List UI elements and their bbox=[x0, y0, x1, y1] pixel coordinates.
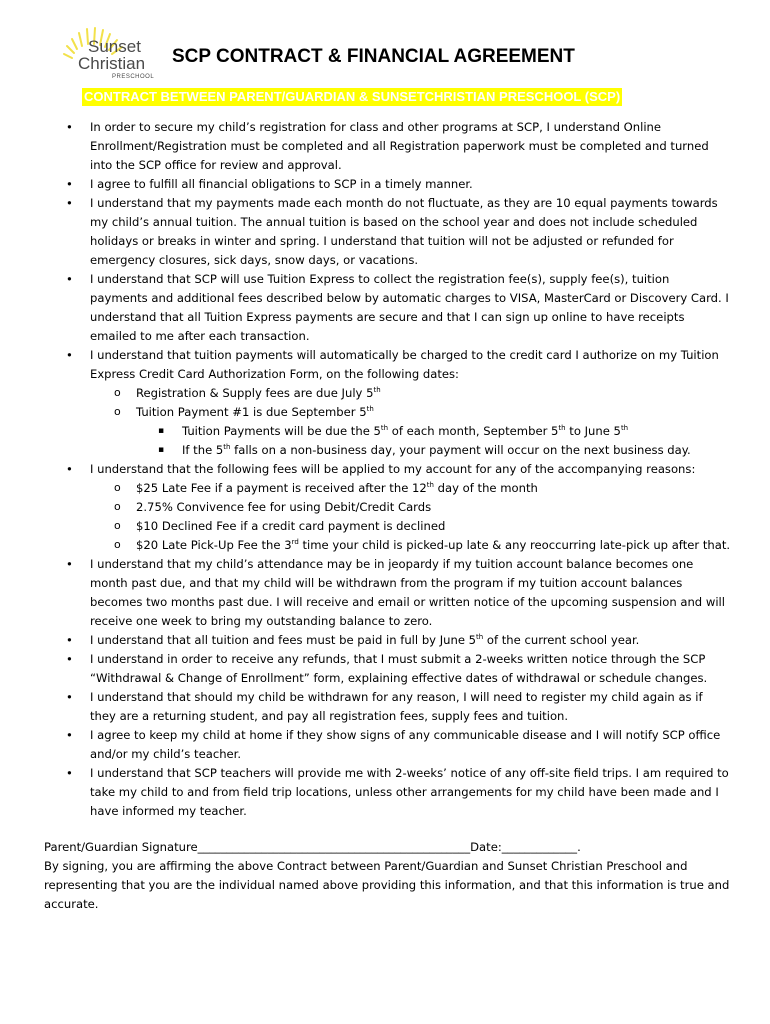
school-logo bbox=[62, 20, 154, 82]
contract-terms bbox=[0, 118, 770, 821]
sub-item: o $20 Late Pick-Up Fee the 3rd time your child is picked-up late & any reoccurring late-pick up after that. bbox=[0, 536, 770, 555]
bullet-icon: • bbox=[66, 633, 73, 647]
term-item: • I understand that tuition payments will automatically be charged to the credit card I authorize on my Tuition Express Credit Card Authorization Form, on the following dates: bbox=[66, 348, 719, 381]
term-item: • I understand that all tuition and fees must be paid in full by June 5th of the current school year. bbox=[0, 631, 770, 650]
bullet-icon: • bbox=[66, 177, 73, 191]
circle-bullet-icon: o bbox=[114, 405, 121, 418]
term-item: • I understand that SCP will use Tuition Express to collect the registration fee(s), supply fee(s), tuition payments and additional fees described below by automatic charges to VISA, MasterCard or Discovery Card. I understand that all Tuition Express payments are secure and that I can sign up online to have receipts emailed to me after each transaction. bbox=[66, 272, 729, 343]
term-item: • I agree to fulfill all financial obligations to SCP in a timely manner. bbox=[0, 175, 770, 194]
signature-note: By signing, you are affirming the above Contract between Parent/Guardian and Sunset Christian Preschool and representing that you are the individual named above providing this information, and that this information is true and accurate. bbox=[44, 859, 730, 911]
bullet-icon: • bbox=[66, 272, 73, 286]
term-item: • In order to secure my child’s registration for class and other programs at SCP, I understand Online Enrollment/Registration must be completed and all Registration paperwork must be completed and turned into the SCP office for review and approval. bbox=[66, 120, 709, 172]
square-bullet-icon: ▪ bbox=[158, 445, 165, 455]
term-item: • I understand that the following fees will be applied to my account for any of the accompanying reasons: bbox=[0, 460, 770, 479]
logo-text-preschool: PRESCHOOL bbox=[112, 74, 155, 80]
bullet-icon: • bbox=[66, 766, 73, 780]
circle-bullet-icon: o bbox=[114, 386, 121, 399]
sub-item: o Registration & Supply fees are due July 5th bbox=[0, 384, 770, 403]
term-item: • I understand that SCP teachers will provide me with 2-weeks’ notice of any off-site field trips. I am required to take my child to and from field trip locations, unless other arrangements for my child have been made and I have informed my teacher. bbox=[66, 766, 729, 818]
signature-section bbox=[44, 838, 734, 914]
term-item: • I understand in order to receive any refunds, that I must submit a 2-weeks written notice through the SCP “Withdrawal & Change of Enrollment” form, explaining effective dates of withdrawal or schedule changes. bbox=[66, 652, 708, 685]
term-item: • I understand that my child’s attendance may be in jeopardy if my tuition account balance becomes one month past due, and that my child will be withdrawn from the program if my tuition account balances becomes two months past due. I will receive and email or written notice of the upcoming suspension and will receive one week to bring my outstanding balance to zero. bbox=[66, 557, 725, 628]
sub-item: o 2.75% Convivence fee for using Debit/Credit Cards bbox=[0, 498, 770, 517]
page-title: SCP CONTRACT & FINANCIAL AGREEMENT bbox=[172, 46, 575, 67]
page-subtitle: CONTRACT BETWEEN PARENT/GUARDIAN & SUNSETCHRISTIAN PRESCHOOL (SCP) bbox=[84, 89, 621, 104]
circle-bullet-icon: o bbox=[114, 500, 121, 513]
circle-bullet-icon: o bbox=[114, 519, 121, 532]
circle-bullet-icon: o bbox=[114, 481, 121, 494]
sub-sub-item: ▪ If the 5th falls on a non-business day, your payment will occur on the next business day. bbox=[0, 441, 770, 460]
sub-sub-item: ▪ Tuition Payments will be due the 5th of each month, September 5th to June 5th bbox=[0, 422, 770, 441]
bullet-icon: • bbox=[66, 690, 73, 704]
signature-line[interactable]: Parent/Guardian Signature_______________________________________________Date:_____________. bbox=[44, 840, 581, 854]
logo-text-christian: Christian bbox=[78, 54, 146, 73]
sub-item: o Tuition Payment #1 is due September 5th bbox=[0, 403, 770, 422]
bullet-icon: • bbox=[66, 462, 73, 476]
circle-bullet-icon: o bbox=[114, 538, 121, 551]
term-item: • I understand that my payments made each month do not fluctuate, as they are 10 equal payments towards my child’s annual tuition. The annual tuition is based on the school year and does not include scheduled holidays or breaks in winter and spring. I understand that tuition will not be adjusted or refunded for emergency closures, sick days, snow days, or vacations. bbox=[66, 196, 718, 267]
square-bullet-icon: ▪ bbox=[158, 426, 165, 436]
term-item: • I understand that should my child be withdrawn for any reason, I will need to register my child again as if they are a returning student, and pay all registration fees, supply fees and tuition. bbox=[66, 690, 703, 723]
bullet-icon: • bbox=[66, 557, 73, 571]
bullet-icon: • bbox=[66, 120, 73, 134]
sub-item: o $10 Declined Fee if a credit card payment is declined bbox=[0, 517, 770, 536]
bullet-icon: • bbox=[66, 196, 73, 210]
bullet-icon: • bbox=[66, 728, 73, 742]
bullet-icon: • bbox=[66, 348, 73, 362]
sub-item: o $25 Late Fee if a payment is received after the 12th day of the month bbox=[0, 479, 770, 498]
bullet-icon: • bbox=[66, 652, 73, 666]
logo-text-sunset: Sunset bbox=[88, 37, 141, 56]
term-item: • I agree to keep my child at home if they show signs of any communicable disease and I will notify SCP office and/or my child’s teacher. bbox=[66, 728, 721, 761]
